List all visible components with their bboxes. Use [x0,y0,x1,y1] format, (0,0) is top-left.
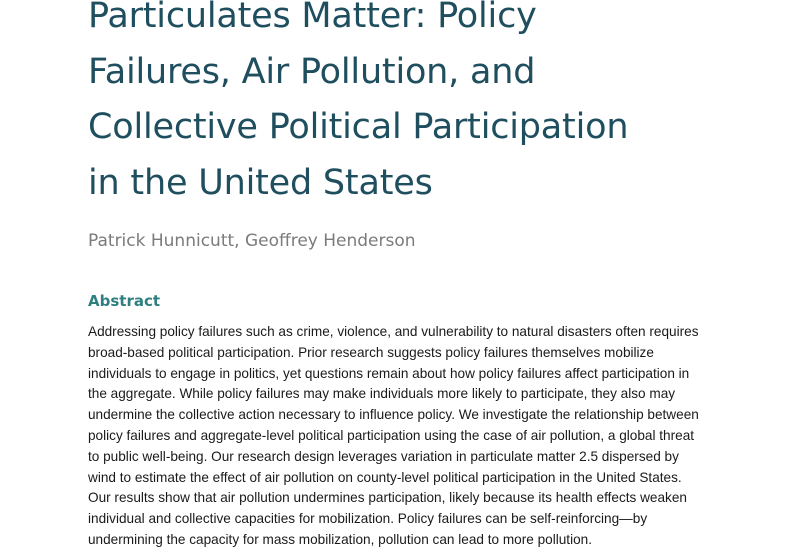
title-line: in the United States [88,162,433,203]
abstract-line: to public well-being. Our research design leverages variation in particulate matter 2.5 dispersed by [88,448,679,464]
abstract-line: individual and collective capacities for mobilization. Policy failures can be self-reinforcing—by [88,511,648,527]
title-line: Particulates Matter: Policy [88,0,537,36]
abstract-line: Our results show that air pollution undermines participation, likely because its health effects weaken [88,490,687,506]
abstract-line: policy failures and aggregate-level political participation using the case of air pollution, a global threat [88,427,695,443]
abstract-line: broad-based political participation. Prior research suggests policy failures themselves mobilize [88,344,654,360]
abstract-line: Addressing policy failures such as crime, violence, and vulnerability to natural disasters often requires [88,324,699,339]
paper-title [88,0,788,211]
abstract-line: the aggregate. While policy failures may make individuals more likely to participate, they also may [88,386,676,402]
abstract-body [88,322,728,551]
abstract-line: undermining the capacity for mass mobilization, pollution can lead to more pollution. [88,531,592,547]
abstract-line: individuals to engage in politics, yet questions remain about how policy failures affect participation in [88,365,690,381]
title-line: Collective Political Participation [88,107,629,147]
abstract-heading: Abstract [88,292,161,310]
abstract-line: undermine the collective action necessary to influence policy. We investigate the relationship between [88,407,699,423]
paper-authors: Patrick Hunnicutt, Geoffrey Henderson [88,231,416,251]
title-line: Failures, Air Pollution, and [88,51,536,92]
abstract-line: wind to estimate the effect of air pollution on county-level political participation in the United States. [88,469,682,485]
